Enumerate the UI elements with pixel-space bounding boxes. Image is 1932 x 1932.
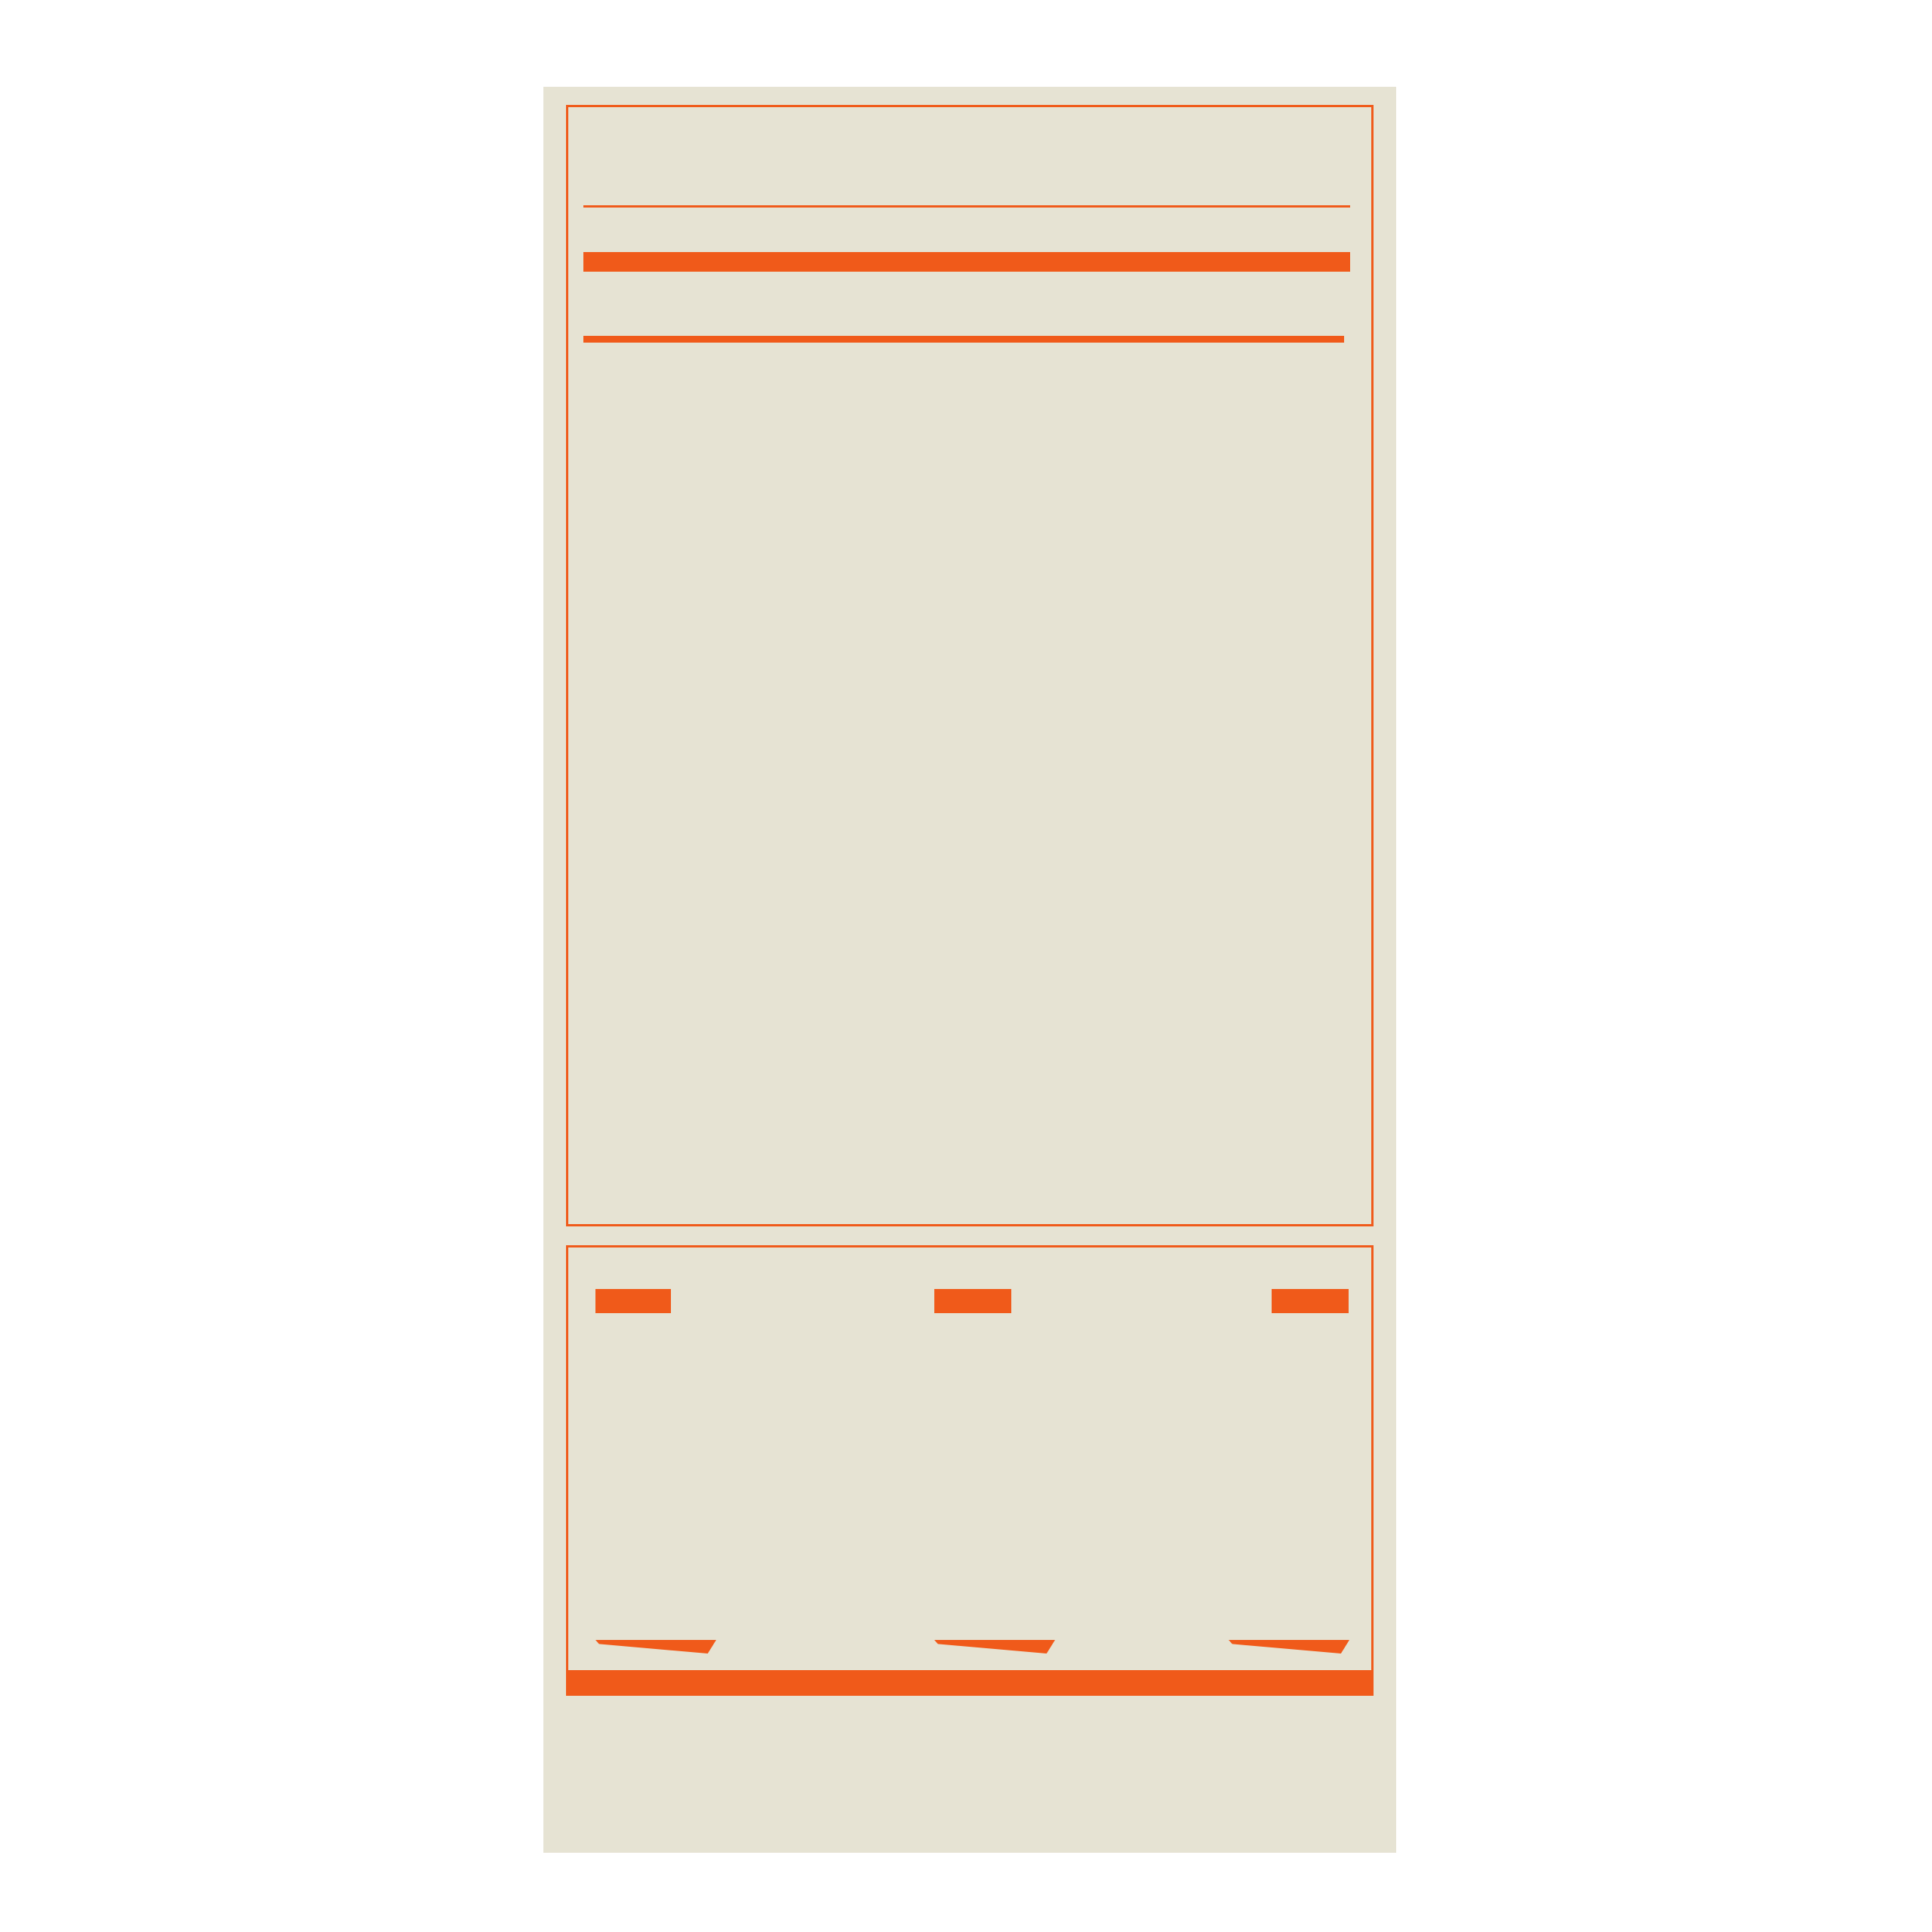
seaas-total-wedge — [934, 1640, 1055, 1654]
amino-profile-box — [566, 1245, 1374, 1690]
neaas-badge — [1272, 1289, 1349, 1313]
neaas-total-wedge — [1229, 1640, 1349, 1654]
nutrition-panel — [543, 87, 1396, 1853]
nutrition-facts-box — [566, 105, 1374, 1226]
values-per-serving-bar — [566, 1670, 1374, 1696]
seaas-badge — [934, 1289, 1011, 1313]
header-rule — [583, 336, 1344, 343]
header-bar — [583, 252, 1350, 272]
divider — [583, 205, 1350, 208]
eaas-total-wedge — [595, 1640, 716, 1654]
eaas-badge — [595, 1289, 671, 1313]
